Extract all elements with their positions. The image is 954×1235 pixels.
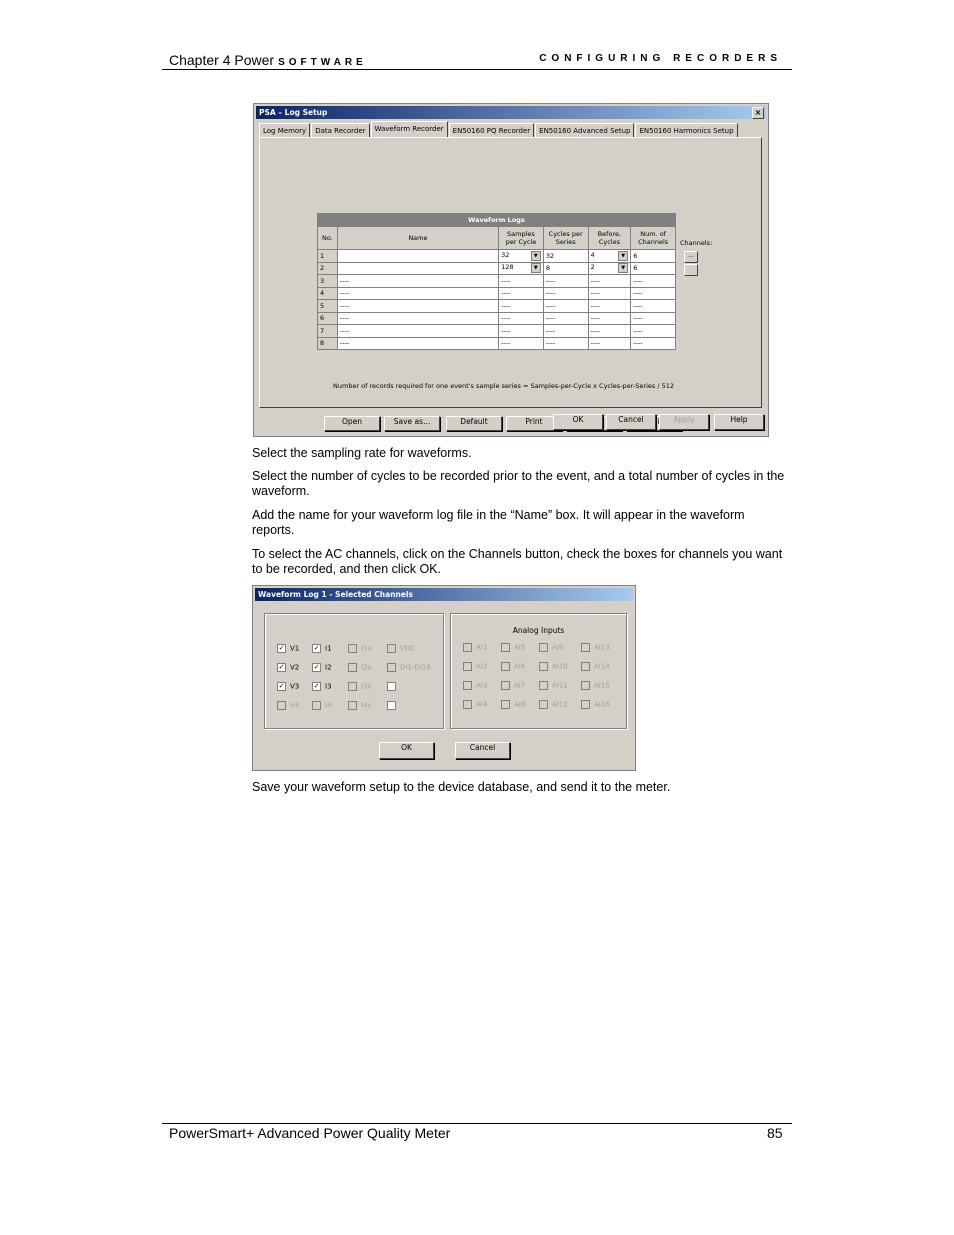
checkbox-box — [387, 682, 396, 691]
analog-input-checkbox[interactable] — [501, 643, 525, 653]
cell-before[interactable] — [588, 337, 631, 350]
cell-value: 5 — [320, 301, 325, 310]
channel-label: I4 — [325, 701, 332, 710]
cell-name[interactable] — [337, 262, 498, 275]
table-row — [318, 287, 676, 300]
cell-cycles[interactable] — [543, 337, 588, 350]
cell-value: ---- — [633, 314, 643, 323]
cell-value: 7 — [320, 326, 325, 335]
cell-value: ---- — [545, 289, 556, 298]
help-button[interactable]: Help — [714, 414, 764, 430]
checkbox-box — [581, 643, 590, 652]
checkbox-box — [581, 700, 590, 709]
cell-no — [318, 287, 338, 300]
cell-value: ---- — [339, 276, 350, 285]
table-row — [318, 337, 676, 350]
channels-ok-button[interactable]: OK — [379, 742, 434, 759]
cell-value: ---- — [545, 339, 556, 348]
analog-input-checkbox[interactable] — [581, 700, 610, 710]
dialog-titlebar — [256, 106, 766, 119]
cell-value: 8 — [320, 339, 325, 348]
cell-value: 2 — [320, 264, 325, 273]
cell-name[interactable] — [337, 250, 498, 263]
cell-channels[interactable] — [631, 262, 676, 275]
cell-no — [318, 250, 338, 263]
channel-checkbox[interactable] — [277, 644, 299, 654]
footer-title: PowerSmart+ Advanced Power Quality Meter — [169, 1125, 451, 1141]
cell-samples[interactable] — [499, 250, 544, 263]
cell-value: ---- — [339, 289, 350, 298]
channels-cancel-button[interactable]: Cancel — [455, 742, 510, 759]
cell-channels[interactable] — [631, 287, 676, 300]
analog-input-checkbox[interactable] — [501, 662, 525, 672]
table-row — [318, 312, 676, 325]
analog-input-label: AI1 — [476, 643, 488, 652]
cell-channels[interactable] — [631, 275, 676, 288]
checkbox-box — [348, 644, 357, 653]
channel-label: I1 — [325, 644, 332, 653]
analog-input-label: AI12 — [552, 700, 568, 709]
analog-input-checkbox[interactable] — [463, 681, 487, 691]
analog-input-checkbox[interactable] — [581, 662, 610, 672]
cell-value: 6 — [633, 264, 638, 273]
cell-value: 32 — [501, 250, 510, 259]
cell-cycles[interactable] — [543, 287, 588, 300]
cell-before[interactable] — [588, 287, 631, 300]
selected-channels-dialog — [252, 585, 636, 771]
cell-channels[interactable] — [631, 325, 676, 338]
ac-channels-group — [264, 613, 444, 729]
channel-label: V3 — [290, 682, 300, 691]
cell-cycles[interactable] — [543, 312, 588, 325]
checkbox-box — [539, 700, 548, 709]
checkbox-box — [387, 701, 396, 710]
cell-value: 3 — [320, 276, 325, 285]
analog-input-label: AI4 — [476, 700, 488, 709]
cell-value: 128 — [501, 263, 514, 272]
channel-checkbox[interactable] — [387, 682, 400, 692]
cell-value: ---- — [590, 339, 600, 348]
checkbox-box — [501, 681, 510, 690]
analog-input-label: AI3 — [476, 681, 488, 690]
cell-before[interactable] — [588, 275, 631, 288]
cell-channels[interactable] — [631, 250, 676, 263]
cell-samples[interactable] — [499, 262, 544, 275]
records-note: Number of records required for one event's sample series = Samples-per-Cycle x Cycles-per-Series / 512 — [333, 382, 674, 390]
tab-en50160-harmonics-setup[interactable]: EN50160 Harmonics Setup — [635, 123, 737, 138]
channel-checkbox[interactable] — [387, 701, 400, 711]
cell-value: 1 — [320, 251, 325, 260]
cell-value: ---- — [590, 301, 600, 310]
analog-input-label: AI7 — [514, 681, 526, 690]
cell-samples[interactable] — [499, 325, 544, 338]
cell-value: ---- — [633, 301, 643, 310]
cell-samples[interactable] — [499, 337, 544, 350]
analog-input-checkbox[interactable] — [539, 700, 568, 710]
tab-data-recorder[interactable]: Data Recorder — [311, 123, 369, 138]
checkbox-box — [277, 701, 286, 710]
cell-samples[interactable] — [499, 312, 544, 325]
cell-name[interactable] — [337, 312, 498, 325]
cell-value: ---- — [590, 289, 600, 298]
cell-samples[interactable] — [499, 275, 544, 288]
software-text: SOFTWARE — [278, 57, 367, 68]
channels-button-2[interactable] — [684, 264, 698, 276]
cell-value: 2 — [590, 263, 595, 272]
cell-cycles[interactable] — [543, 250, 588, 263]
waveform-logs-grid — [317, 213, 676, 350]
table-row — [318, 300, 676, 313]
open-button[interactable]: Open — [324, 416, 380, 431]
cell-no — [318, 262, 338, 275]
cell-value: ---- — [545, 301, 556, 310]
grid-body — [318, 250, 676, 350]
cell-samples[interactable] — [499, 300, 544, 313]
analog-input-checkbox[interactable] — [501, 700, 525, 710]
cell-before[interactable] — [588, 312, 631, 325]
analog-inputs-group — [450, 613, 627, 729]
section-title: CONFIGURING RECORDERS — [539, 53, 782, 64]
cell-no — [318, 337, 338, 350]
log-setup-dialog — [253, 103, 769, 437]
page-number: 85 — [767, 1125, 783, 1141]
paragraph-5: Save your waveform setup to the device database, and send it to the meter. — [252, 780, 671, 794]
channel-checkbox[interactable] — [277, 701, 299, 711]
checkbox-box — [463, 643, 472, 652]
cell-no — [318, 275, 338, 288]
cell-before[interactable] — [588, 262, 631, 275]
cell-samples[interactable] — [499, 287, 544, 300]
analog-input-checkbox[interactable] — [539, 643, 563, 653]
tab-en50160-pq-recorder[interactable]: EN50160 PQ Recorder — [449, 123, 534, 138]
channel-label: DI1-DI16 — [400, 663, 431, 672]
channel-label: I1x — [361, 644, 372, 653]
checkbox-box — [501, 643, 510, 652]
ok-button[interactable]: OK — [553, 414, 603, 430]
cell-value: ---- — [545, 276, 556, 285]
checkbox-box — [348, 682, 357, 691]
cell-cycles[interactable] — [543, 275, 588, 288]
checkbox-box — [501, 662, 510, 671]
channel-label: V2 — [290, 663, 300, 672]
channels-label: Channels: — [680, 239, 713, 247]
dialog-title: PSA – Log Setup — [259, 108, 328, 117]
cell-value: ---- — [339, 326, 350, 335]
cell-value: 6 — [633, 251, 638, 260]
channel-checkbox[interactable] — [348, 663, 372, 673]
checkbox-box — [581, 681, 590, 690]
cell-value: ---- — [501, 276, 511, 285]
paragraph-1: Select the sampling rate for waveforms. — [252, 446, 472, 460]
channel-checkbox[interactable] — [312, 682, 332, 692]
cell-cycles[interactable] — [543, 262, 588, 275]
checkbox-box — [539, 681, 548, 690]
cell-channels[interactable] — [631, 312, 676, 325]
chevron-down-icon[interactable]: ▼ — [618, 263, 628, 273]
paragraph-2: Select the number of cycles to be recorded prior to the event, and a total number of cycles in the waveform. — [252, 469, 785, 498]
cell-value: ---- — [339, 314, 350, 323]
tab-log-memory[interactable]: Log Memory — [259, 123, 310, 138]
cell-name[interactable] — [337, 275, 498, 288]
cell-before[interactable] — [588, 325, 631, 338]
cell-value: ---- — [590, 314, 600, 323]
paragraph-4: To select the AC channels, click on the Channels button, check the boxes for channels you want to be recorded, and then click OK. — [252, 547, 783, 576]
cell-before[interactable] — [588, 300, 631, 313]
apply-button[interactable]: Apply — [659, 414, 709, 430]
chevron-down-icon[interactable]: ▼ — [618, 251, 628, 261]
grid-title: Waveform Logs — [318, 214, 676, 227]
cell-value: ---- — [545, 314, 556, 323]
channel-checkbox[interactable] — [348, 701, 372, 711]
cell-cycles[interactable] — [543, 300, 588, 313]
analog-input-label: AI8 — [514, 700, 526, 709]
cell-value: ---- — [339, 339, 350, 348]
analog-input-label: AI11 — [552, 681, 568, 690]
channel-checkbox[interactable] — [277, 682, 299, 692]
cell-value: ---- — [501, 339, 511, 348]
channel-checkbox[interactable] — [312, 663, 332, 673]
cell-channels[interactable] — [631, 300, 676, 313]
cell-value: 8 — [545, 264, 550, 273]
cell-name[interactable] — [337, 325, 498, 338]
channel-checkbox[interactable] — [387, 644, 415, 654]
cell-value: ---- — [339, 301, 350, 310]
checkbox-box — [348, 701, 357, 710]
channel-label: I3 — [325, 682, 332, 691]
cell-channels[interactable] — [631, 337, 676, 350]
channel-checkbox[interactable] — [312, 701, 332, 711]
table-row — [318, 262, 676, 275]
cell-no — [318, 312, 338, 325]
checkbox-box — [312, 701, 321, 710]
cell-value: ---- — [633, 276, 643, 285]
chevron-down-icon[interactable]: ▼ — [531, 263, 541, 273]
col-channels: Num. of Channels — [631, 227, 676, 250]
channel-label: I2x — [361, 663, 372, 672]
col-cycles: Cycles per Series — [543, 227, 588, 250]
channel-checkbox[interactable] — [312, 644, 332, 654]
analog-input-checkbox[interactable] — [581, 681, 610, 691]
tab-waveform-recorder[interactable]: Waveform Recorder — [371, 121, 448, 138]
channel-checkbox[interactable] — [348, 682, 372, 692]
analog-inputs-title: Analog Inputs — [512, 626, 565, 635]
cancel-button[interactable]: Cancel — [606, 414, 656, 430]
channel-label: I2 — [325, 663, 332, 672]
checkbox-box — [539, 662, 548, 671]
table-row — [318, 275, 676, 288]
cell-value: ---- — [501, 326, 511, 335]
cell-name[interactable] — [337, 300, 498, 313]
check-icon: ✓ — [278, 663, 285, 671]
check-icon: ✓ — [313, 644, 320, 652]
analog-input-checkbox[interactable] — [539, 662, 568, 672]
cell-value: 6 — [320, 314, 325, 323]
channel-label: V4 — [290, 701, 300, 710]
channel-label: I3x — [361, 682, 372, 691]
check-icon: ✓ — [313, 682, 320, 690]
chevron-down-icon[interactable]: ▼ — [531, 251, 541, 261]
table-row — [318, 250, 676, 263]
cell-before[interactable] — [588, 250, 631, 263]
analog-input-checkbox[interactable] — [463, 643, 487, 653]
cell-value: ---- — [501, 314, 511, 323]
cell-value: ---- — [590, 326, 600, 335]
tab-en50160-advanced-setup[interactable]: EN50160 Advanced Setup — [535, 123, 634, 138]
chapter-text: Chapter 4 Power — [169, 52, 275, 68]
channels-button-1[interactable]: ... — [684, 251, 698, 263]
cell-value: ---- — [633, 289, 643, 298]
analog-input-label: AI16 — [594, 700, 610, 709]
grid-header-row — [318, 227, 676, 250]
col-samples: Samples per Cycle — [499, 227, 544, 250]
cell-value: ---- — [633, 326, 643, 335]
analog-input-label: AI14 — [594, 662, 610, 671]
cell-value: ---- — [501, 301, 511, 310]
analog-input-checkbox[interactable] — [581, 643, 610, 653]
analog-input-label: AI10 — [552, 662, 568, 671]
checkbox-box — [581, 662, 590, 671]
cell-name[interactable] — [337, 337, 498, 350]
analog-input-label: AI13 — [594, 643, 610, 652]
cell-value: ---- — [501, 289, 511, 298]
paragraph-3: Add the name for your waveform log file in the “Name” box. It will appear in the waveform reports. — [252, 508, 745, 537]
check-icon: ✓ — [313, 663, 320, 671]
channel-checkbox[interactable] — [387, 663, 431, 673]
channel-label: V1 — [290, 644, 300, 653]
cell-name[interactable] — [337, 287, 498, 300]
channel-label: I4x — [361, 701, 372, 710]
cell-value: 4 — [320, 289, 325, 298]
col-no: No. — [318, 227, 338, 250]
cell-no — [318, 325, 338, 338]
analog-input-checkbox[interactable] — [463, 662, 487, 672]
analog-input-checkbox[interactable] — [539, 681, 568, 691]
save-as-button[interactable]: Save as... — [384, 416, 440, 431]
cell-value: 4 — [590, 250, 595, 259]
col-before: Before, Cycles — [588, 227, 631, 250]
checkbox-box — [463, 700, 472, 709]
cell-cycles[interactable] — [543, 325, 588, 338]
channel-checkbox[interactable] — [277, 663, 299, 673]
cell-value: ---- — [590, 276, 600, 285]
close-icon[interactable]: × — [752, 107, 764, 119]
footer-rule — [162, 1123, 792, 1124]
analog-input-label: AI9 — [552, 643, 564, 652]
cell-value: ---- — [545, 326, 556, 335]
checkbox-box — [463, 662, 472, 671]
cell-value: ---- — [633, 339, 643, 348]
col-name: Name — [337, 227, 498, 250]
tab-bar — [259, 123, 739, 137]
analog-input-checkbox[interactable] — [501, 681, 525, 691]
analog-input-label: AI5 — [514, 643, 526, 652]
chapter-title — [169, 52, 367, 68]
checkbox-box — [539, 643, 548, 652]
checkbox-box — [387, 663, 396, 672]
checkbox-box — [387, 644, 396, 653]
analog-input-label: AI15 — [594, 681, 610, 690]
header-rule — [162, 69, 792, 70]
cell-no — [318, 300, 338, 313]
print-button[interactable]: Print — [506, 416, 562, 431]
channel-label: VDC — [400, 644, 416, 653]
checkbox-box — [463, 681, 472, 690]
check-icon: ✓ — [278, 682, 285, 690]
dialog2-titlebar: Waveform Log 1 - Selected Channels — [255, 588, 633, 601]
checkbox-box — [348, 663, 357, 672]
analog-input-label: AI6 — [514, 662, 526, 671]
analog-input-checkbox[interactable] — [463, 700, 487, 710]
check-icon: ✓ — [278, 644, 285, 652]
default-button[interactable]: Default — [446, 416, 502, 431]
table-row — [318, 325, 676, 338]
analog-input-label: AI2 — [476, 662, 488, 671]
checkbox-box — [501, 700, 510, 709]
channel-checkbox[interactable] — [348, 644, 372, 654]
cell-value: 32 — [545, 251, 555, 260]
